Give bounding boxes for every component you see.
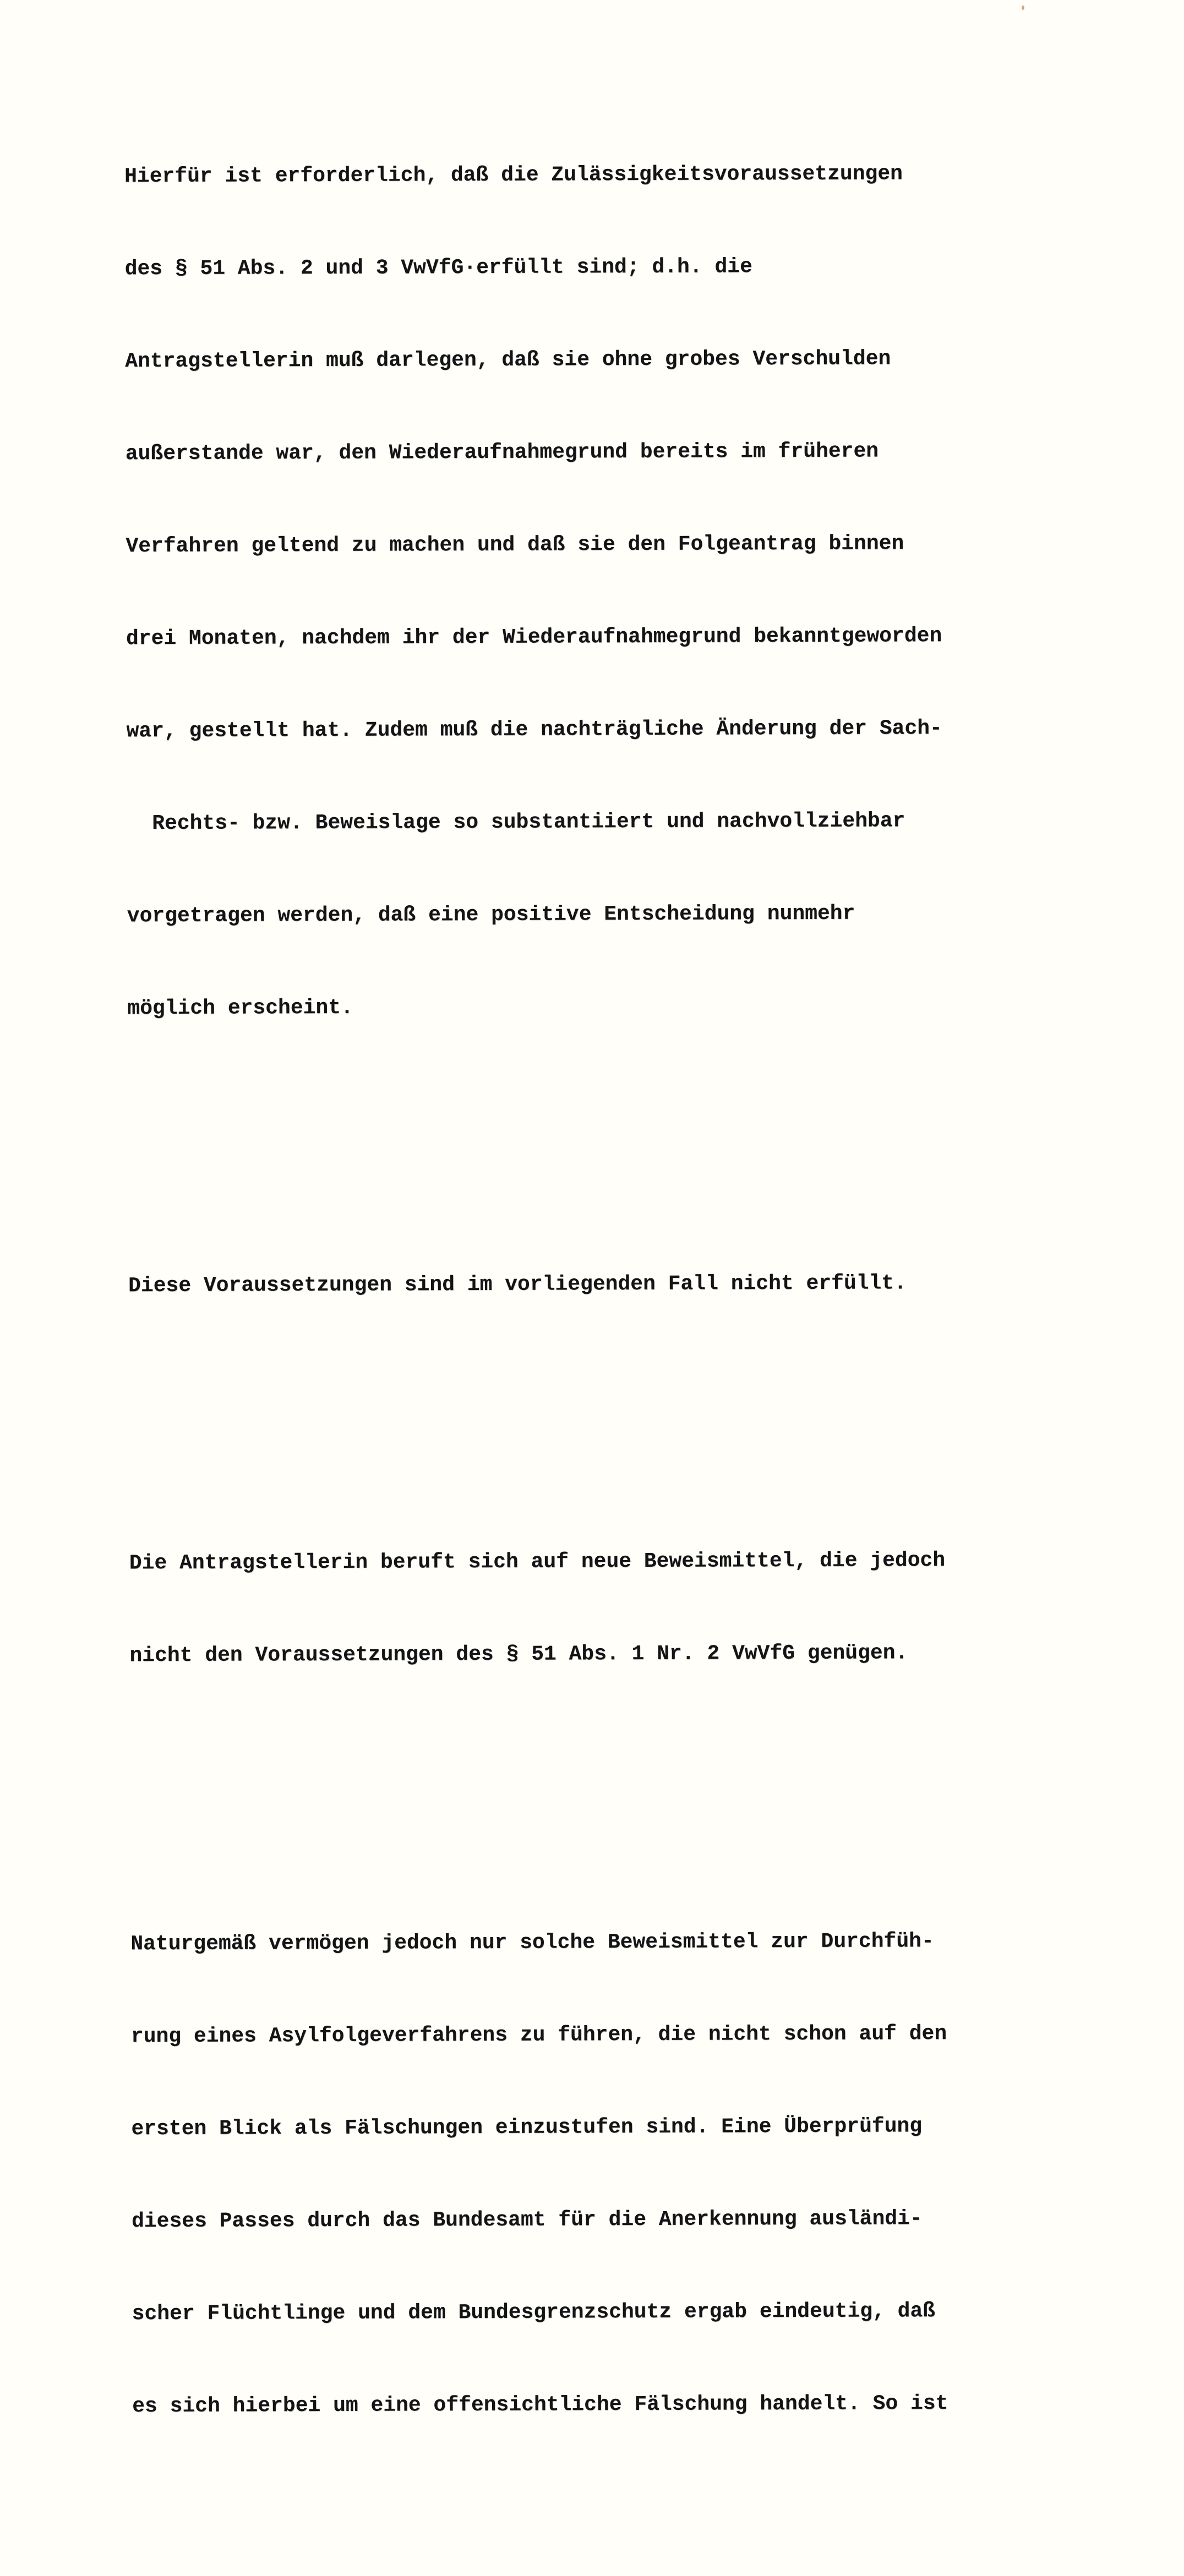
text-line: vorgetragen werden, daß eine positive Entscheidung nunmehr bbox=[127, 901, 855, 928]
text-line: es sich hierbei um eine offensichtliche Fälschung handelt. So ist bbox=[132, 2392, 948, 2419]
text-line: Verfahren geltend zu machen und daß sie den Folgeantrag binnen bbox=[126, 532, 904, 559]
text-line: dieses Passes durch das Bundesamt für die Anerkennung ausländi- bbox=[131, 2207, 923, 2234]
paragraph-new-evidence bbox=[129, 1483, 1181, 1733]
text-line: Naturgemäß vermögen jedoch nur solche Beweismittel zur Durchfüh- bbox=[130, 1929, 934, 1956]
text-line: scher Flüchtlinge und dem Bundesgrenzschutz ergab eindeutig, daß bbox=[132, 2299, 936, 2326]
text-line: Rechts- bzw. Beweislage so substantiiert und nachvollziehbar bbox=[152, 809, 905, 836]
text-line: rung eines Asylfolgeverfahrens zu führen, die nicht schon auf den bbox=[130, 2022, 947, 2049]
text-line: Antragstellerin muß darlegen, daß sie ohne grobes Verschulden bbox=[125, 347, 891, 374]
text-line: nicht den Voraussetzungen des § 51 Abs. 1 Nr. 2 VwVfG genügen. bbox=[129, 1641, 908, 1668]
typewritten-text-block bbox=[124, 4, 1184, 2576]
text-line: Die Antragstellerin beruft sich auf neue Beweismittel, die jedoch bbox=[129, 1549, 946, 1576]
text-line: ersten Blick als Fälschungen einzustufen sind. Eine Überprüfung bbox=[131, 2114, 923, 2141]
paragraph-admissibility-requirements bbox=[124, 96, 1179, 1086]
text-line: Diese Voraussetzungen sind im vorliegenden Fall nicht erfüllt. bbox=[128, 1271, 907, 1298]
paragraph-forgery-finding bbox=[130, 1864, 1184, 2484]
text-line: außerstande war, den Wiederaufnahmegrund bereits im früheren bbox=[125, 439, 879, 466]
paragraph-requirements-not-met bbox=[128, 1206, 1180, 1364]
text-line: war, gestellt hat. Zudem muß die nachträgliche Änderung der Sach- bbox=[126, 717, 942, 743]
text-line: des § 51 Abs. 2 und 3 VwVfG·erfüllt sind; d.h. die bbox=[124, 255, 752, 281]
text-line: drei Monaten, nachdem ihr der Wiederaufnahmegrund bekanntgeworden bbox=[126, 624, 942, 651]
text-line: Hierfür ist erforderlich, daß die Zulässigkeitsvoraussetzungen bbox=[124, 162, 903, 189]
text-line: möglich erscheint. bbox=[127, 996, 353, 1021]
